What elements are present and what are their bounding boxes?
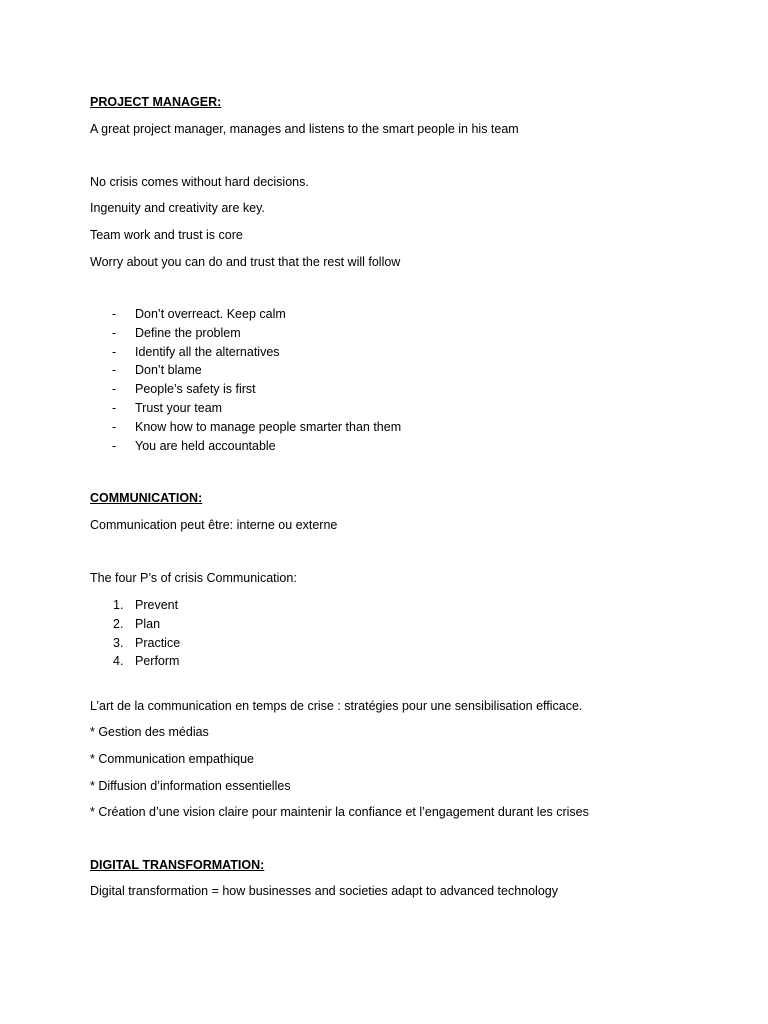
section-heading-digital-transformation: DIGITAL TRANSFORMATION: (90, 858, 265, 872)
list-item-text: Perform (135, 654, 180, 669)
statement-line: Worry about you can do and trust that the rest will follow (90, 255, 401, 269)
number-marker: 3. (113, 635, 124, 650)
art-of-communication-title: L’art de la communication en temps de crise : stratégies pour une sensibilisation efficace. (90, 699, 583, 713)
dash-marker: - (112, 400, 117, 415)
statement-line: Ingenuity and creativity are key. (90, 201, 265, 215)
communication-intro: Communication peut être: interne ou externe (90, 518, 338, 532)
list-item-text: Practice (135, 635, 181, 650)
four-ps-title: The four P’s of crisis Communication: (90, 571, 297, 585)
list-item-text: Plan (135, 616, 161, 631)
dash-marker: - (112, 363, 117, 378)
number-marker: 1. (113, 598, 124, 612)
list-item-text: Define the problem (135, 325, 241, 340)
art-point: * Communication empathique (90, 752, 254, 766)
list-item-text: Identify all the alternatives (135, 344, 280, 359)
section-heading-project-manager: PROJECT MANAGER: (90, 95, 222, 109)
dash-marker: - (112, 382, 117, 397)
art-point: * Diffusion d’information essentielles (90, 779, 291, 793)
list-item-text: Don’t overreact. Keep calm (135, 307, 286, 321)
list-item-text: Trust your team (135, 400, 223, 415)
art-point: * Création d’une vision claire pour maintenir la confiance et l’engagement durant les crises (90, 805, 589, 819)
statement-line: No crisis comes without hard decisions. (90, 175, 309, 189)
dash-marker: - (112, 344, 117, 359)
list-item-text: Know how to manage people smarter than them (135, 419, 402, 434)
dash-marker: - (112, 307, 117, 321)
digital-transformation-definition: Digital transformation = how businesses and societies adapt to advanced technology (90, 884, 558, 898)
list-item-text: Don’t blame (135, 363, 202, 378)
list-item-text: Prevent (135, 598, 179, 612)
dash-marker: - (112, 325, 117, 340)
art-point: * Gestion des médias (90, 725, 209, 739)
list-item-text: You are held accountable (135, 438, 276, 453)
dash-marker: - (112, 438, 117, 453)
dash-marker: - (112, 419, 117, 434)
project-manager-intro: A great project manager, manages and listens to the smart people in his team (90, 122, 519, 136)
section-heading-communication: COMMUNICATION: (90, 491, 203, 505)
number-marker: 2. (113, 616, 124, 631)
statement-line: Team work and trust is core (90, 228, 243, 242)
list-item-text: People’s safety is first (135, 382, 256, 397)
number-marker: 4. (113, 654, 124, 669)
